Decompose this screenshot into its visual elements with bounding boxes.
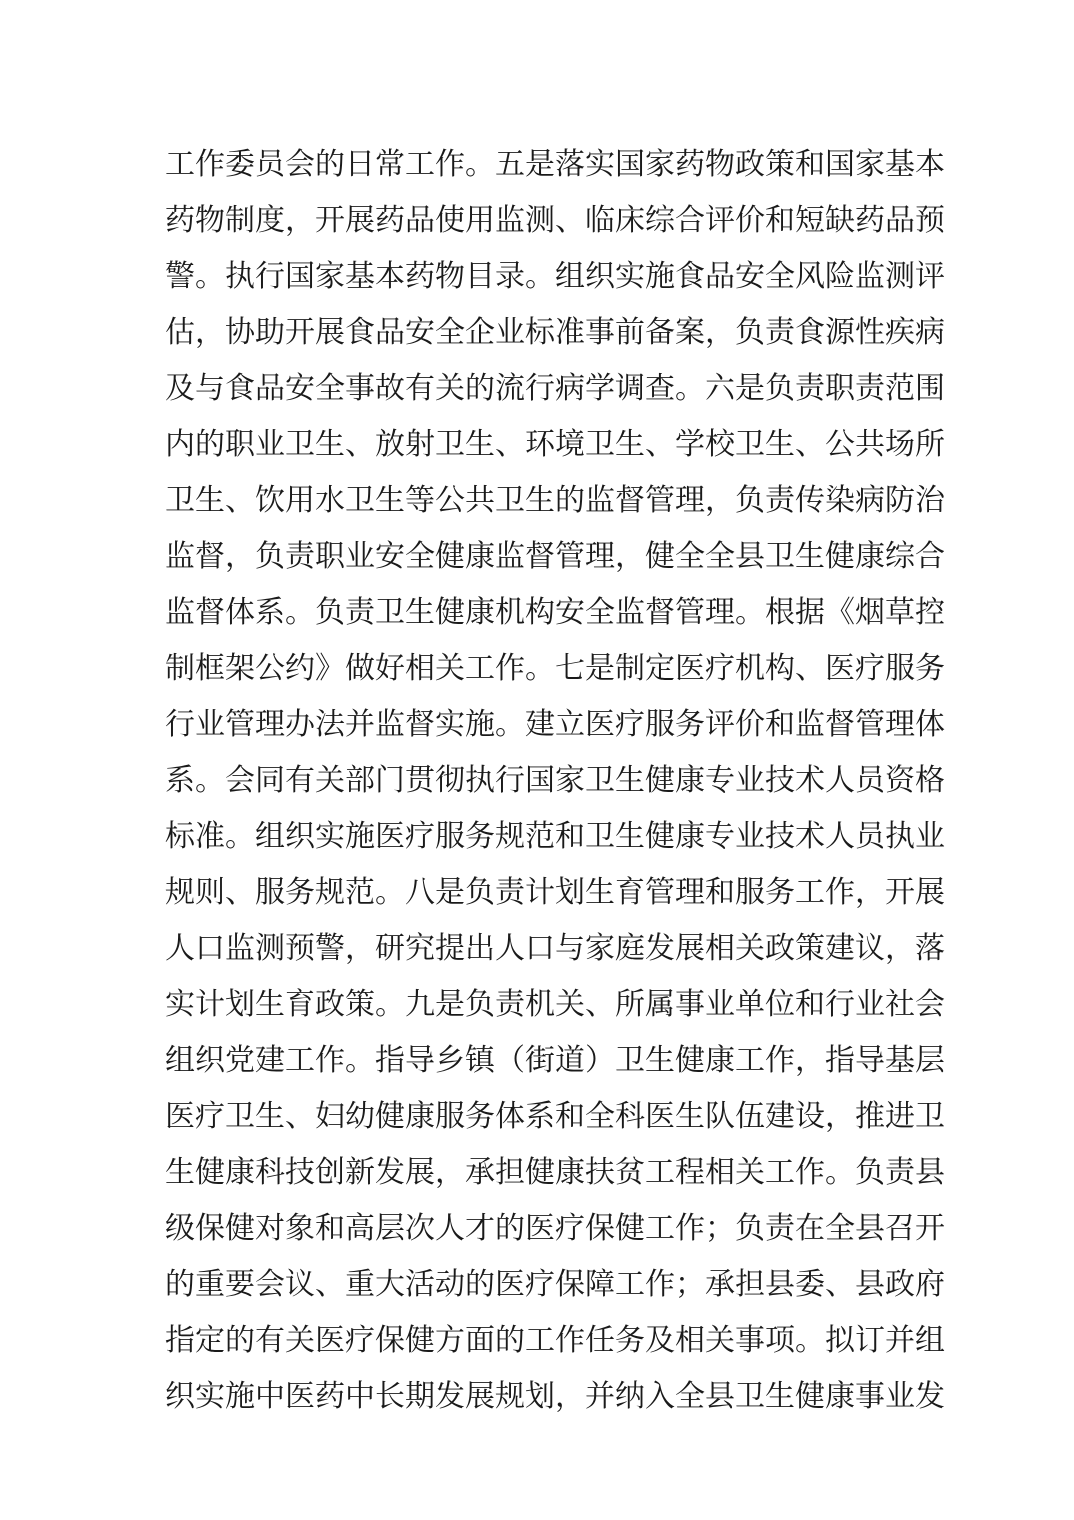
text-line-11: 行业管理办法并监督实施。建立医疗服务评价和监督管理体 [165,707,945,742]
text-line-14: 规则、服务规范。八是负责计划生育管理和服务工作，开展 [165,875,945,910]
text-line-23: 织实施中医药中长期发展规划，并纳入全县卫生健康事业发 [165,1379,945,1414]
body-paragraph [165,137,945,1425]
text-line-19: 生健康科技创新发展，承担健康扶贫工程相关工作。负责县 [165,1155,945,1190]
text-line-12: 系。会同有关部门贯彻执行国家卫生健康专业技术人员资格 [165,763,945,798]
text-line-17: 组织党建工作。指导乡镇（街道）卫生健康工作，指导基层 [165,1043,945,1078]
text-line-9: 监督体系。负责卫生健康机构安全监督管理。根据《烟草控 [165,595,945,630]
text-line-10: 制框架公约》做好相关工作。七是制定医疗机构、医疗服务 [165,651,945,686]
text-line-22: 指定的有关医疗保健方面的工作任务及相关事项。拟订并组 [165,1323,945,1358]
text-line-4: 估，协助开展食品安全企业标准事前备案，负责食源性疾病 [165,315,945,350]
text-line-20: 级保健对象和高层次人才的医疗保健工作；负责在全县召开 [165,1211,945,1246]
text-line-18: 医疗卫生、妇幼健康服务体系和全科医生队伍建设，推进卫 [165,1099,945,1134]
text-line-2: 药物制度，开展药品使用监测、临床综合评价和短缺药品预 [165,203,945,238]
text-line-7: 卫生、饮用水卫生等公共卫生的监督管理，负责传染病防治 [165,483,945,518]
text-line-16: 实计划生育政策。九是负责机关、所属事业单位和行业社会 [165,987,945,1022]
text-line-15: 人口监测预警，研究提出人口与家庭发展相关政策建议，落 [165,931,945,966]
text-line-1: 工作委员会的日常工作。五是落实国家药物政策和国家基本 [165,147,945,182]
text-line-6: 内的职业卫生、放射卫生、环境卫生、学校卫生、公共场所 [165,427,945,462]
text-line-21: 的重要会议、重大活动的医疗保障工作；承担县委、县政府 [165,1267,945,1302]
text-line-5: 及与食品安全事故有关的流行病学调查。六是负责职责范围 [165,371,945,406]
text-line-8: 监督，负责职业安全健康监督管理，健全全县卫生健康综合 [165,539,945,574]
text-line-13: 标准。组织实施医疗服务规范和卫生健康专业技术人员执业 [165,819,945,854]
text-line-3: 警。执行国家基本药物目录。组织实施食品安全风险监测评 [165,259,945,294]
